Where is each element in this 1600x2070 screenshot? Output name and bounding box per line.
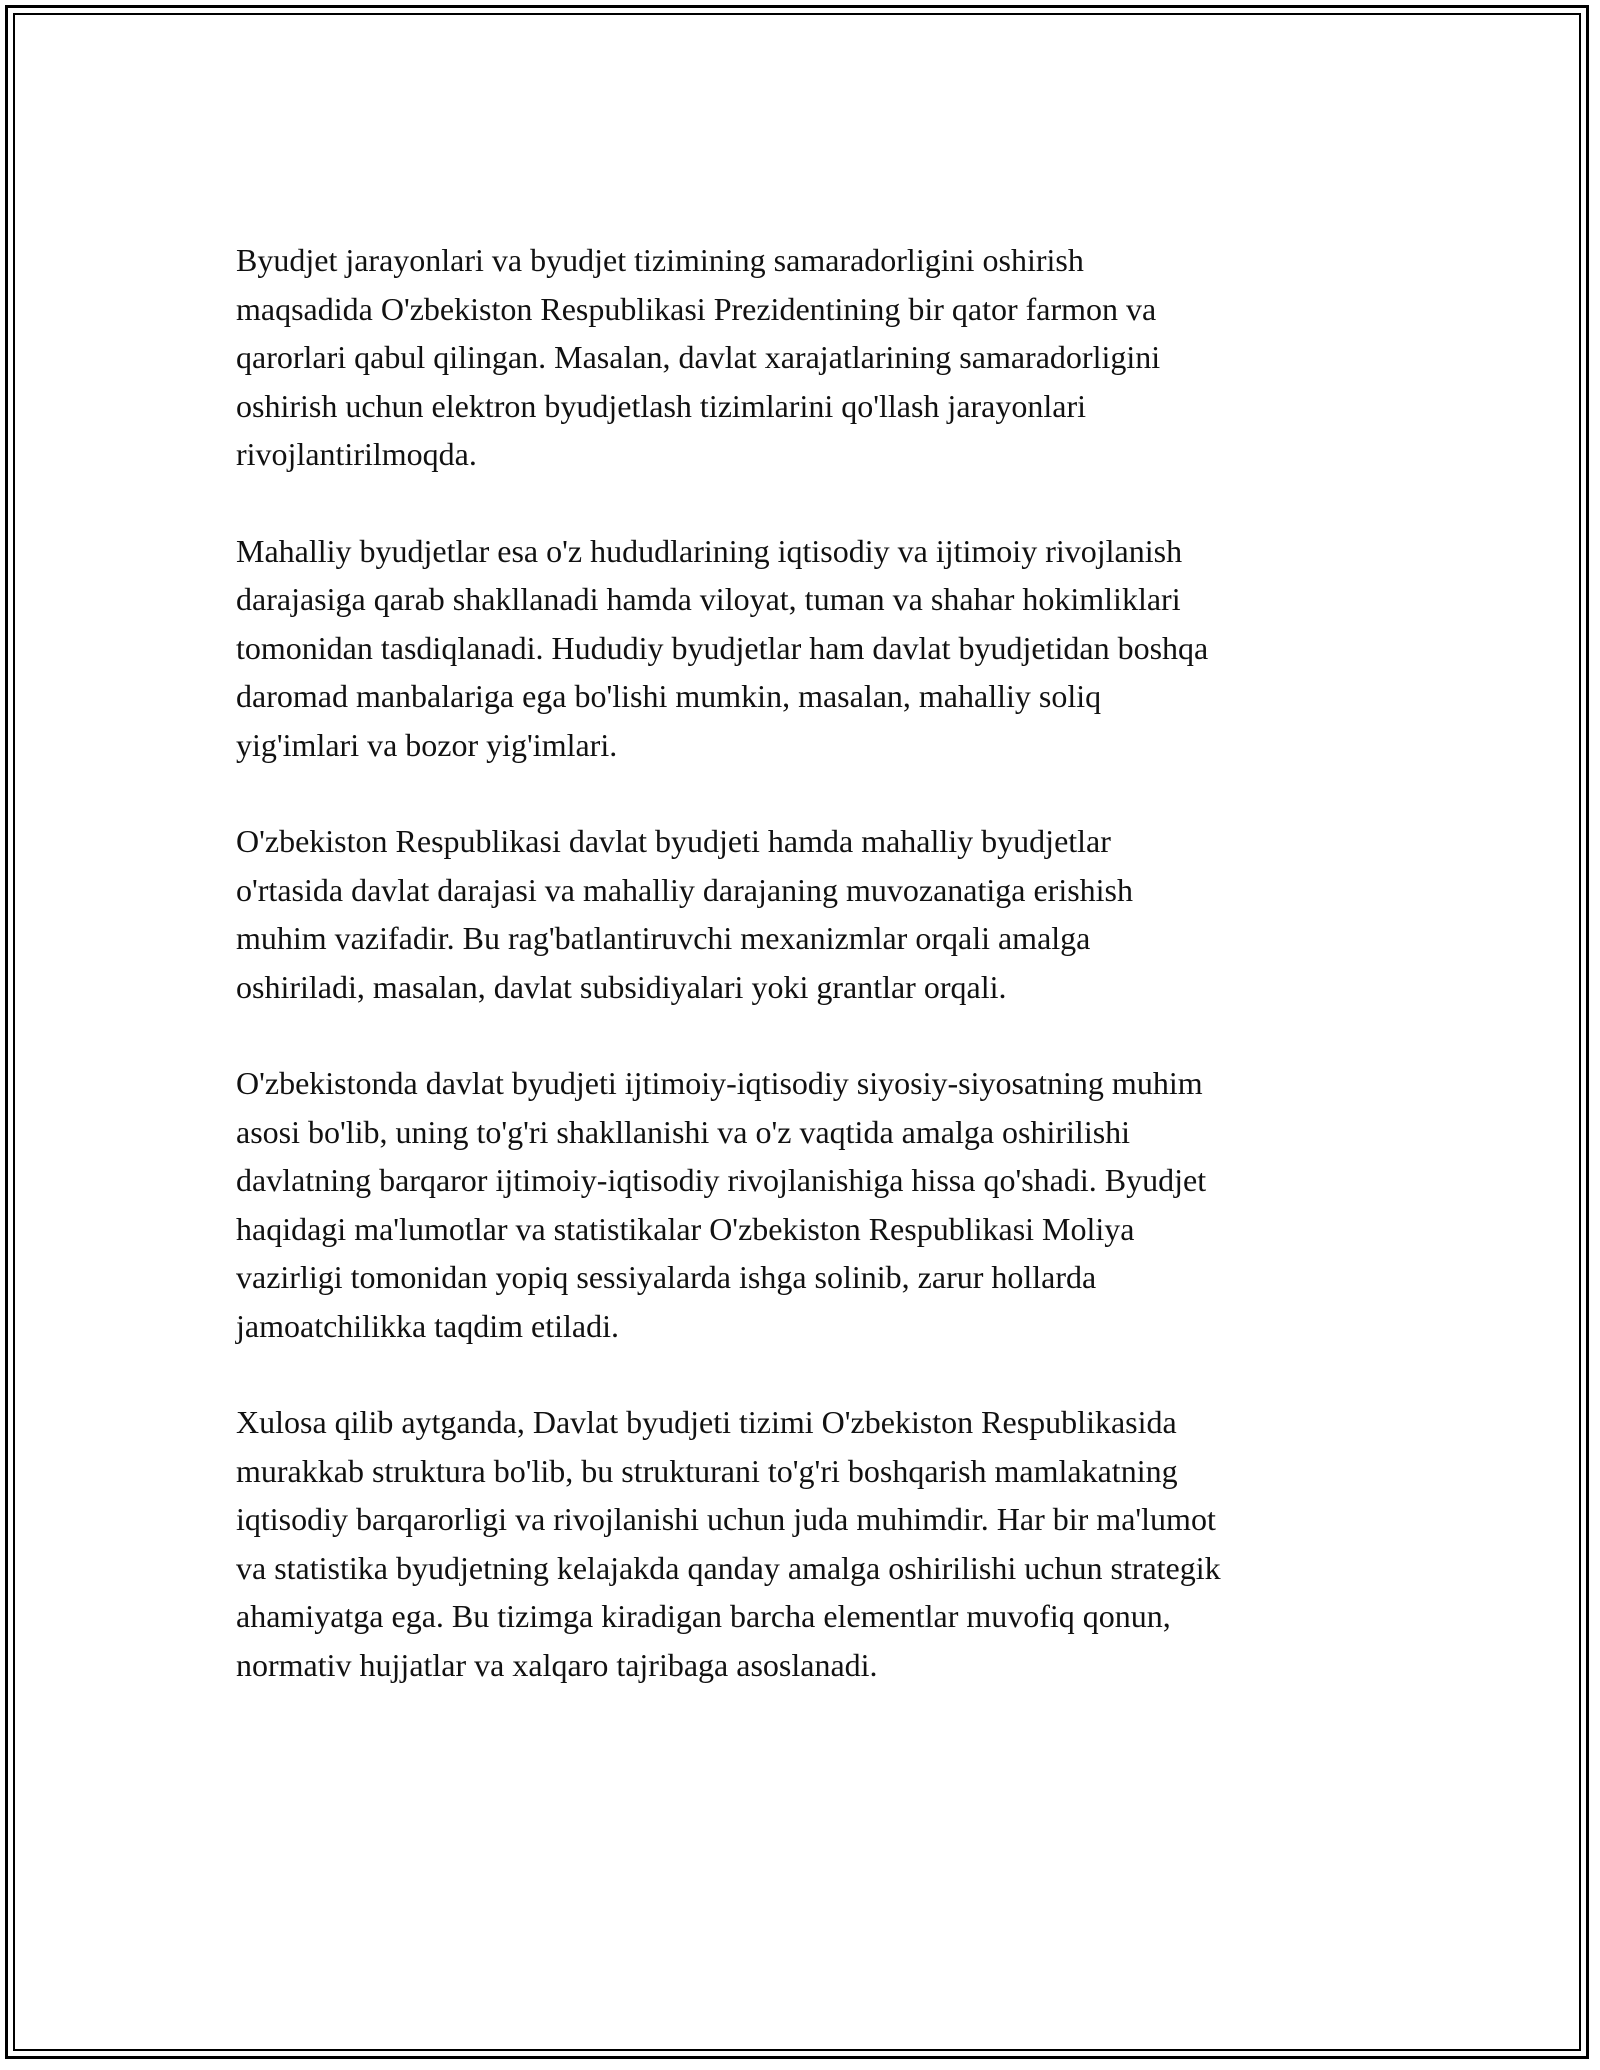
paragraph-budget-balance [236, 817, 1386, 1011]
text-line: jamoatchilikka taqdim etiladi. [236, 1307, 619, 1344]
paragraph-conclusion [236, 1398, 1386, 1689]
text-line: O'zbekiston Respublikasi davlat byudjeti hamda mahalliy byudjetlar [236, 823, 1111, 859]
text-line: haqidagi ma'lumotlar va statistikalar O'zbekiston Respublikasi Moliya [236, 1210, 1135, 1247]
text-line: muhim vazifadir. Bu rag'batlantiruvchi mexanizmlar orqali amalga [236, 920, 1091, 956]
document-body [236, 236, 1386, 1737]
paragraph-budget-policy [236, 1059, 1386, 1350]
text-line: oshiriladi, masalan, davlat subsidiyalari yoki grantlar orqali. [236, 968, 1007, 1005]
paragraph-budget-processes [236, 236, 1386, 479]
text-line: oshirish uchun elektron byudjetlash tizimlarini qo'llash jarayonlari [236, 387, 1087, 424]
text-line: davlatning barqaror ijtimoiy-iqtisodiy rivojlanishiga hissa qo'shadi. Byudjet [236, 1162, 1207, 1198]
text-line: murakkab struktura bo'lib, bu strukturani to'g'ri boshqarish mamlakatning [236, 1452, 1178, 1489]
text-line: O'zbekistonda davlat byudjeti ijtimoiy-iqtisodiy siyosiy-siyosatning muhim [236, 1065, 1203, 1101]
text-line: maqsadida O'zbekiston Respublikasi Prezidentining bir qator farmon va [236, 290, 1157, 327]
text-line: iqtisodiy barqarorligi va rivojlanishi uchun juda muhimdir. Har bir ma'lumot [236, 1501, 1216, 1537]
text-line: asosi bo'lib, uning to'g'ri shakllanishi va o'z vaqtida amalga oshirilishi [236, 1113, 1131, 1150]
text-line: ahamiyatga ega. Bu tizimga kiradigan barcha elementlar muvofiq qonun, [236, 1598, 1171, 1634]
text-line: o'rtasida davlat darajasi va mahalliy darajaning muvozanatiga erishish [236, 871, 1133, 908]
text-line: Xulosa qilib aytganda, Davlat byudjeti tizimi O'zbekiston Respublikasida [236, 1404, 1177, 1440]
text-line: va statistika byudjetning kelajakda qanday amalga oshirilishi uchun strategik [236, 1549, 1221, 1586]
paragraph-local-budgets [236, 527, 1386, 770]
text-line: Mahalliy byudjetlar esa o'z hududlarining iqtisodiy va ijtimoiy rivojlanish [236, 532, 1183, 569]
text-line: tomonidan tasdiqlanadi. Hududiy byudjetlar ham davlat byudjetidan boshqa [236, 629, 1209, 666]
text-line: yig'imlari va bozor yig'imlari. [236, 726, 618, 763]
text-line: Byudjet jarayonlari va byudjet tizimining samaradorligini oshirish [236, 242, 1084, 278]
text-line: qarorlari qabul qilingan. Masalan, davlat xarajatlarining samaradorligini [236, 339, 1161, 375]
text-line: daromad manbalariga ega bo'lishi mumkin, masalan, mahalliy soliq [236, 678, 1102, 714]
text-line: vazirligi tomonidan yopiq sessiyalarda ishga solinib, zarur hollarda [236, 1259, 1097, 1295]
text-line: rivojlantirilmoqda. [236, 436, 477, 472]
text-line: normativ hujjatlar va xalqaro tajribaga asoslanadi. [236, 1646, 878, 1683]
text-line: darajasiga qarab shakllanadi hamda viloyat, tuman va shahar hokimliklari [236, 581, 1181, 617]
